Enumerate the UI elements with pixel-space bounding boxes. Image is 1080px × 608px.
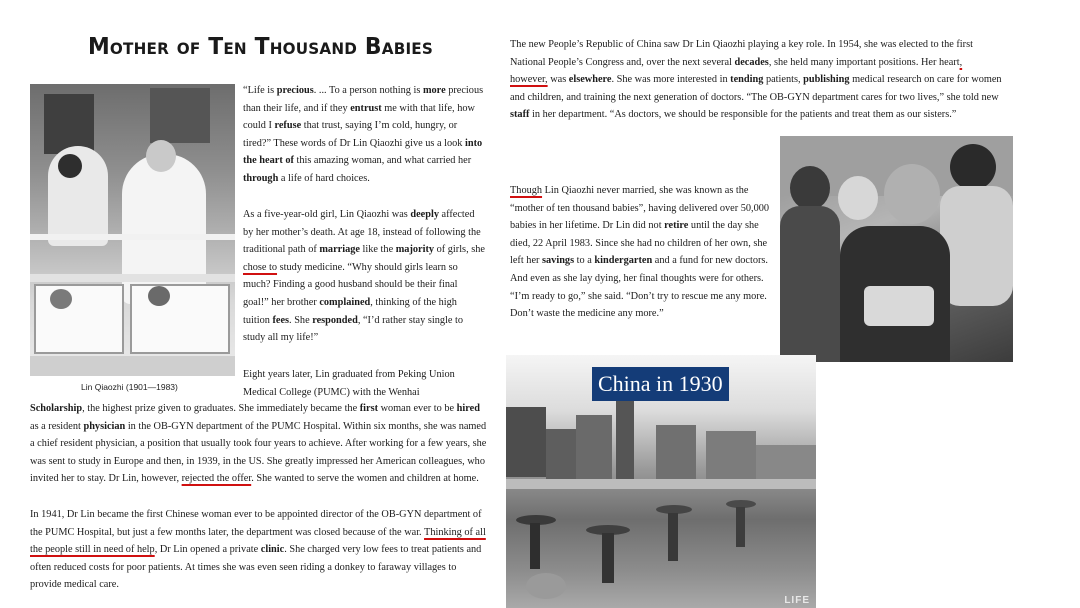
emphasis-word: deeply bbox=[410, 209, 439, 220]
emphasis-word: staff bbox=[510, 109, 530, 121]
emphasis-word: Scholarship bbox=[30, 403, 83, 414]
childhood-paragraph: As a five-year-old girl, Lin Qiaozhi was deeply affected by her mother’s death. At age 18, instead of following the traditional path of marriage like the majority of girls, she chose to study medicine. “Why should girls learn so much? Finding a good husband should be their final goal!” her brother complained, thinking of the high tuition fees. She responded, “I’d rather stay single to study all my life!” bbox=[243, 209, 485, 344]
emphasis-word: majority bbox=[395, 244, 435, 256]
legacy-paragraph: Though Lin Qiaozhi never married, she was known as the “mother of ten thousand babies”, having delivered over 50,000 babies in her lifetime. Dr Lin did not retire until the day she died, 22 April 1983. Since she had no children of her own, she left her savings to a kindergarten and a fund for new doctors. And even as she lay dying, her final thoughts were for others. “I’m ready to go,” she said. “Don’t try to rescue me any more. Don’t waste the medicine any more.” bbox=[510, 185, 770, 320]
photo-banner: China in 1930 bbox=[592, 367, 729, 401]
underlined-phrase: , however, bbox=[510, 56, 963, 86]
war-clinic-paragraph: In 1941, Dr Lin became the first Chinese woman ever to be appointed director of the OB-GYN department of the PUMC Hospital, but just a few months later, the department was closed because of the war. Thinking of all the people still in need of help, Dr Lin opened a private clinic. She charged very low fees to treat patients and often reduced costs for poor patients. At times she was even seen riding a donkey to faraway villages to provide medical care. bbox=[30, 509, 486, 591]
graduation-paragraph-start: Eight years later, Lin graduated from Peking Union Medical College (PUMC) with the Wenhai bbox=[243, 369, 455, 398]
emphasis-word: decades bbox=[734, 56, 769, 68]
emphasis-word: publishing bbox=[803, 74, 850, 86]
photo-lin-qiaozhi-with-babies bbox=[30, 84, 235, 376]
emphasis-word: retire bbox=[664, 220, 689, 232]
emphasis-word: physician bbox=[83, 420, 126, 432]
underlined-phrase: Though bbox=[510, 185, 543, 196]
emphasis-word: marriage bbox=[319, 244, 360, 256]
emphasis-word: refuse bbox=[274, 120, 302, 132]
emphasis-word: through bbox=[243, 172, 279, 184]
underlined-phrase: chose to bbox=[243, 261, 278, 273]
underlined-phrase: rejected the offer bbox=[181, 473, 252, 485]
emphasis-word: into the heart of bbox=[243, 137, 483, 167]
emphasis-word: first bbox=[359, 403, 379, 414]
emphasis-word: hired bbox=[456, 403, 480, 414]
emphasis-word: savings bbox=[542, 255, 575, 267]
emphasis-word: kindergarten bbox=[594, 255, 653, 267]
photo-china-1930 bbox=[506, 355, 816, 608]
career-paragraph: Scholarship, the highest prize given to graduates. She immediately became the first woman ever to be hired as a resident physician in the OB-GYN department of the PUMC Hospital. Within six months, she was named a chief resident physician, a position that usually took four years to achieve. After working for a few years, she was sent to study in Europe and then, in 1939, in the US. She greatly impressed her American colleagues, who invited her to stay. Dr Lin, however, rejected the offer. She wanted to serve the women and children at home. bbox=[30, 403, 487, 485]
new-china-paragraph: The new People’s Republic of China saw Dr Lin Qiaozhi playing a key role. In 1954, she was elected to the first National People’s Congress and, over the next several decades, she held many important positions. Her heart, however, was elsewhere. She was more interested in tending patients, publishing medical research on care for women and children, and training the next generation of doctors. “The OB-GYN department cares for two lives,” she told new staff in her department. “As doctors, we should be responsible for the patients and treat them as our sisters.” bbox=[510, 39, 1002, 121]
emphasis-word: complained bbox=[319, 296, 371, 308]
photo-caption: Lin Qiaozhi (1901—1983) bbox=[81, 382, 178, 392]
underlined-phrase: Thinking of all the people still in need of help bbox=[30, 526, 486, 556]
quote-paragraph: “Life is precious. ... To a person nothing is more precious than their life, and if they entrust me with that life, how could I refuse that trust, saying I’m cold, hungry, or tired?” These words of Dr Lin Qiaozhi give us a look into the heart of this amazing woman, and what carried her through a life of hard choices. bbox=[243, 85, 484, 184]
emphasis-word: elsewhere bbox=[568, 74, 612, 86]
article-title: Mother of Ten Thousand Babies bbox=[88, 34, 434, 60]
photo-lin-with-children bbox=[780, 136, 1013, 362]
emphasis-word: clinic bbox=[260, 544, 285, 556]
emphasis-word: fees bbox=[272, 314, 290, 326]
emphasis-word: more bbox=[422, 85, 446, 96]
emphasis-word: responded bbox=[312, 314, 358, 326]
emphasis-word: precious bbox=[276, 85, 314, 96]
emphasis-word: tending bbox=[730, 74, 764, 86]
photo-watermark: LIFE bbox=[784, 595, 810, 606]
emphasis-word: entrust bbox=[350, 102, 382, 114]
